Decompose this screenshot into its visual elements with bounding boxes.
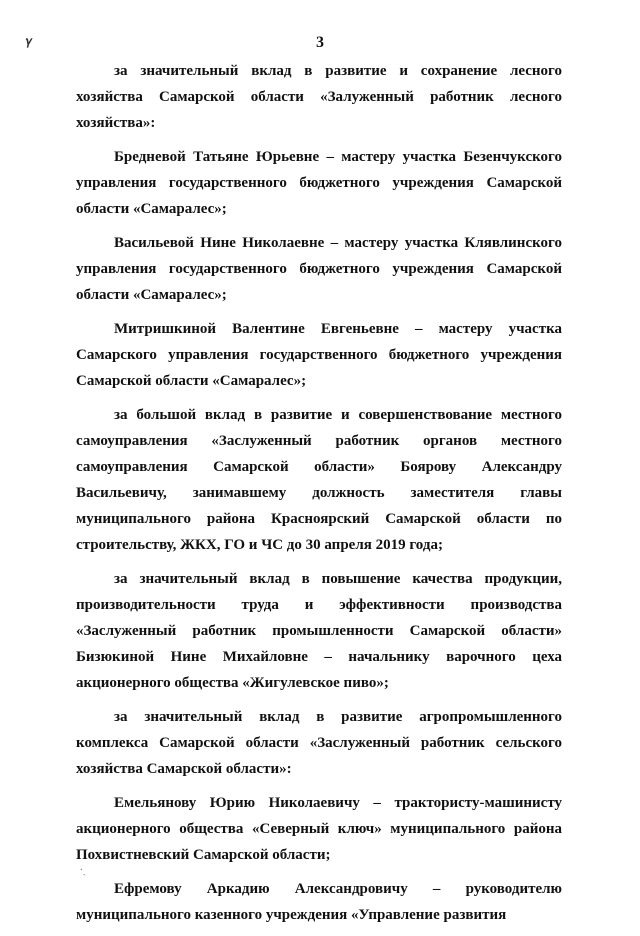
paragraph-emelyanov: Емельянову Юрию Николаевичу – трактористу-машинисту акционерного общества «Северный ключ» муниципального района Похвистневский Самарской области; [76, 795, 562, 863]
paragraph-vasilyeva: Васильевой Нине Николаевне – мастеру участка Клявлинского управления государственного бюджетного учреждения Самарской области «Самаралес»; [76, 235, 562, 303]
paragraph-award-industry: за значительный вклад в повышение качества продукции, производительности труда и эффективности производства «Заслуженный работник промышленности Самарской области» Бизюкиной Нине Михайловне – начальнику варочного цеха акционерного общества «Жигулевское пиво»; [76, 571, 562, 691]
paragraph-award-forestry: за значительный вклад в развитие и сохранение лесного хозяйства Самарской области «Залуженный работник лесного хозяйства»: [76, 63, 562, 131]
paragraph-mitrishkina: Митришкиной Валентине Евгеньевне – мастеру участка Самарского управления государственного бюджетного учреждения Самарской области «Самаралес»; [76, 321, 562, 389]
paragraph-award-local-government: за большой вклад в развитие и совершенствование местного самоуправления «Заслуженный работник органов местного самоуправления Самарской области» Боярову Александру Васильевичу, занимавшему должность заместителя главы муниципального района Красноярский Самарской области по строительству, ЖКХ, ГО и ЧС до 30 апреля 2019 года; [76, 407, 562, 553]
paragraph-efremov: Ефремову Аркадию Александровичу – руководителю муниципального казенного учреждения «Управление развития [76, 881, 562, 923]
page-number: 3 [316, 34, 324, 51]
document-body [76, 58, 562, 936]
paragraph-award-agriculture: за значительный вклад в развитие агропромышленного комплекса Самарской области «Заслуженный работник сельского хозяйства Самарской области»: [76, 709, 562, 777]
scan-speck: ⸱ˏ [80, 865, 87, 876]
paragraph-bredneva: Бредневой Татьяне Юрьевне – мастеру участка Безенчукского управления государственного бюджетного учреждения Самарской области «Самаралес»; [76, 149, 562, 217]
margin-mark: 𝛾 [26, 34, 33, 48]
